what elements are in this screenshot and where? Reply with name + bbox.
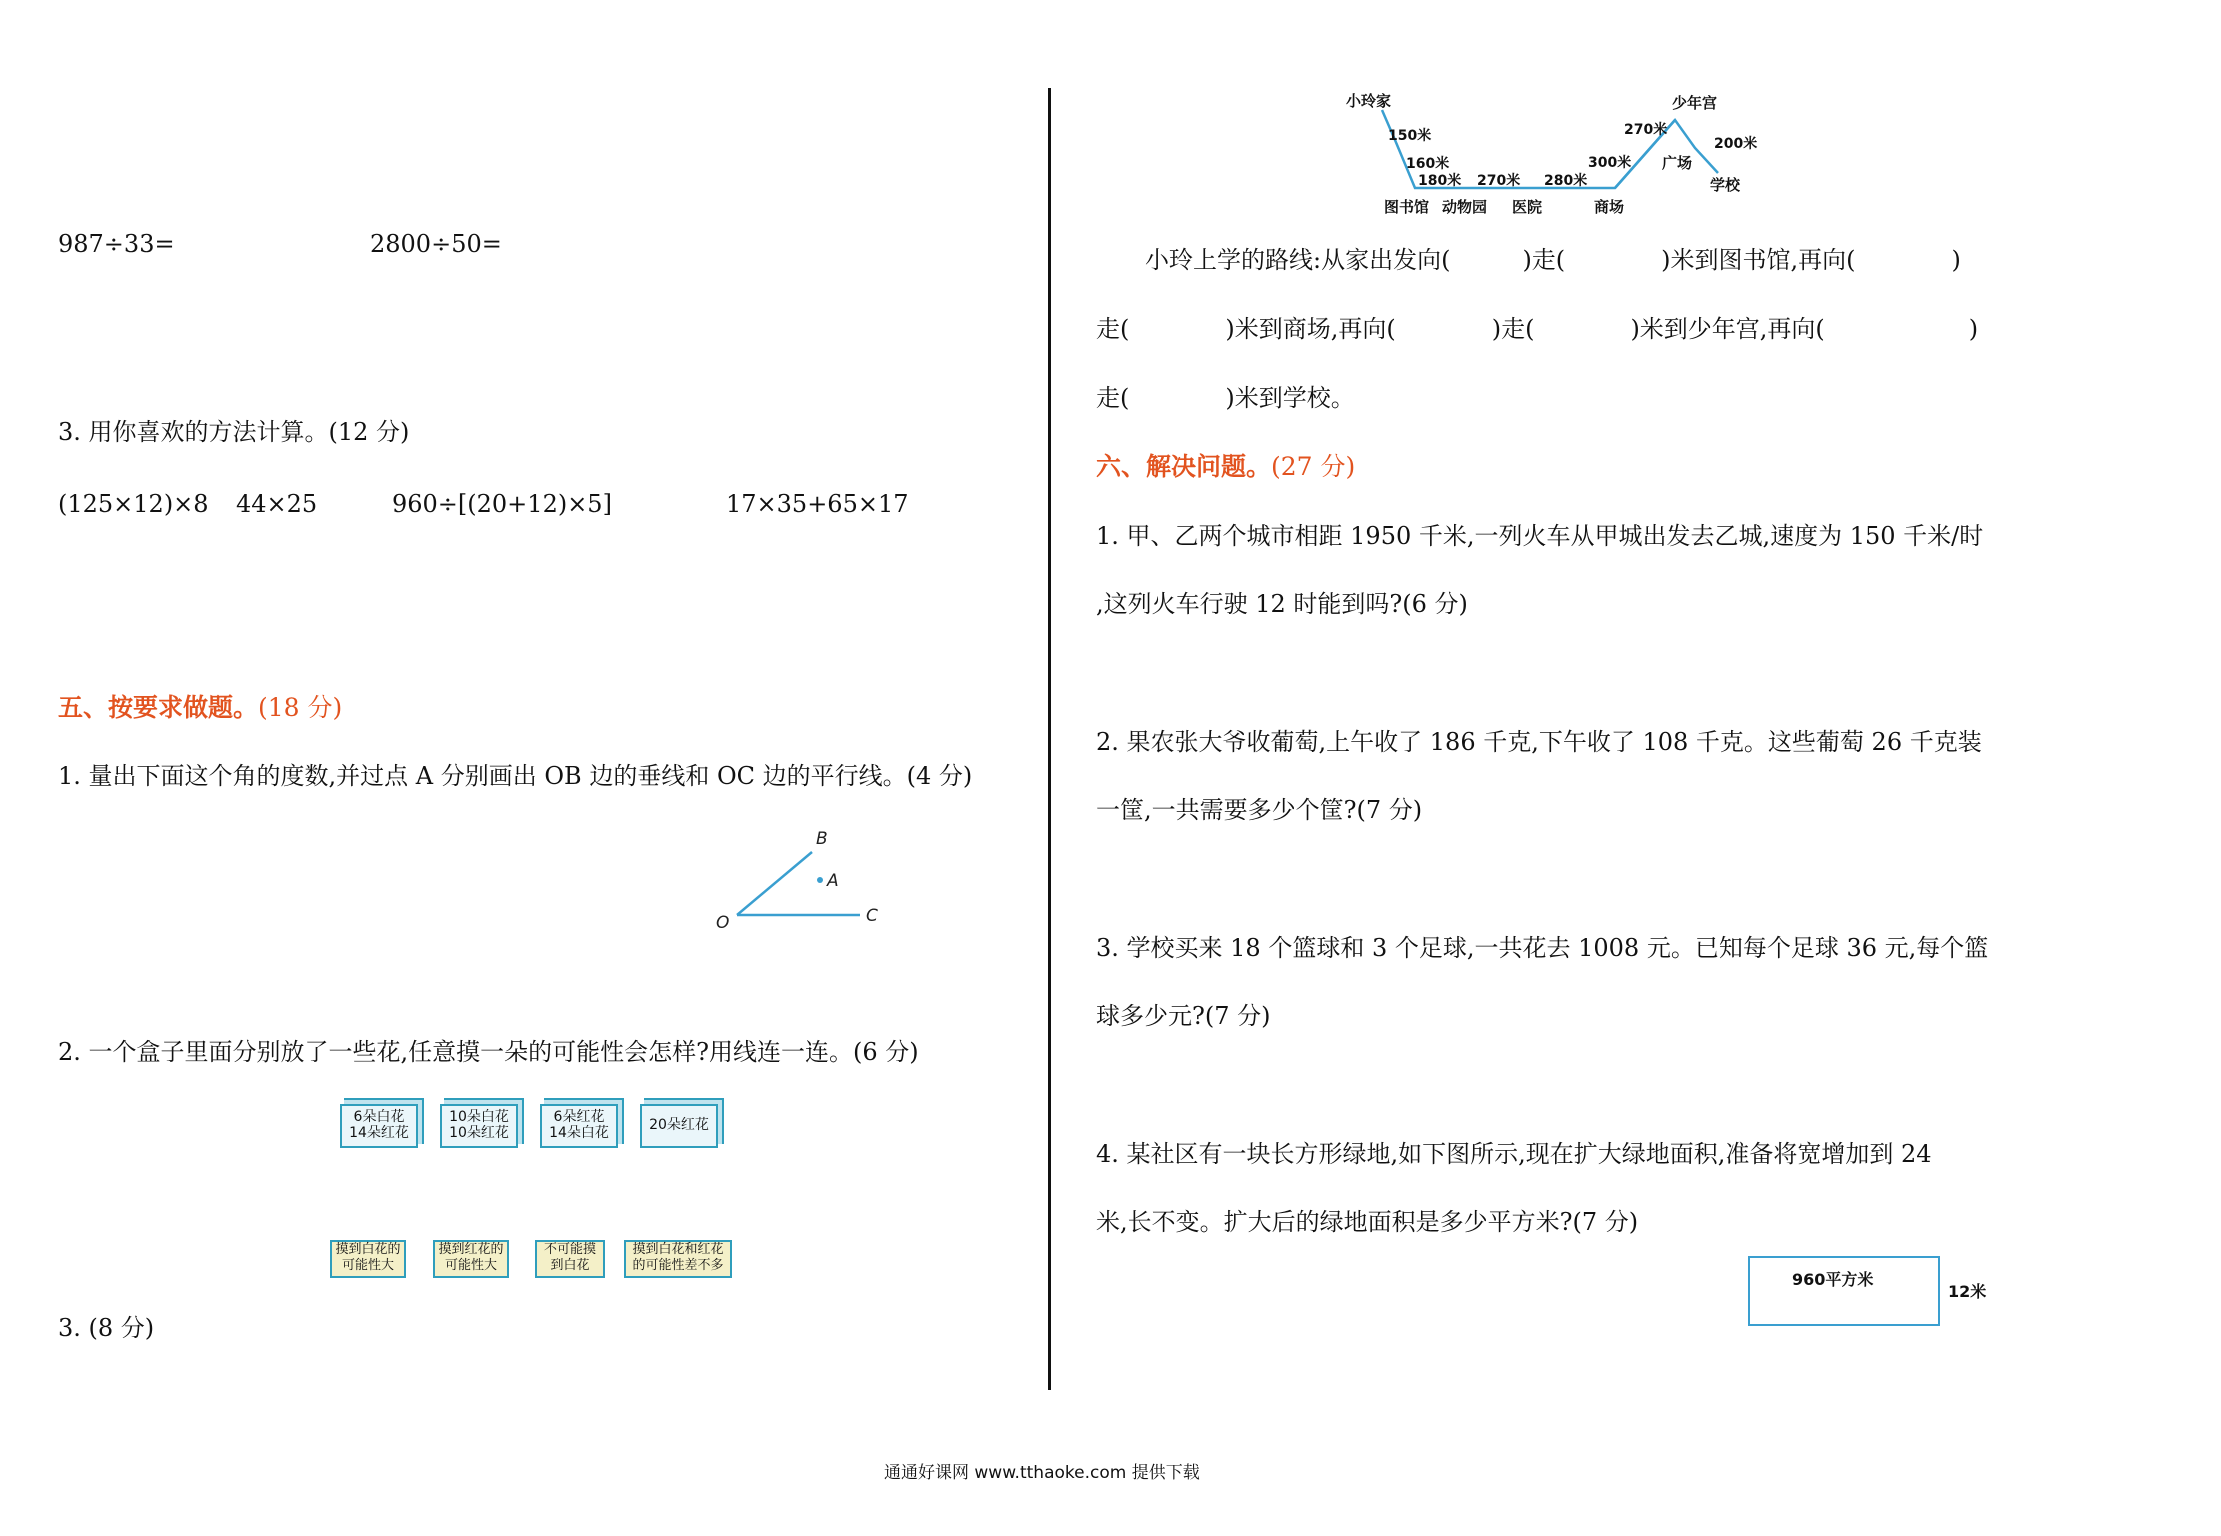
outcome-card-3-line2: 到白花 [550,1258,590,1273]
route-map [1340,88,1760,228]
label-d3: 180米 [1418,173,1462,189]
expression-1: (125×12)×8 [58,490,209,518]
label-o: O [716,913,730,930]
label-hospital: 医院 [1512,198,1543,216]
outcome-card-4-line2: 的可能性差不多 [632,1258,724,1273]
outcome-card-1-line1: 摸到白花的 [335,1242,401,1257]
flower-box-4[interactable] [640,1104,718,1148]
flower-box-2[interactable] [440,1104,518,1148]
point-a [817,877,823,883]
ray-ob [737,852,812,915]
s6-question-4-line-1: 4. 某社区有一块长方形绿地,如下图所示,现在扩大绿地面积,准备将宽增加到 24 [1096,1140,1932,1168]
label-a: A [827,871,839,891]
outcome-card-4-line1: 摸到白花和红花 [632,1242,724,1257]
section-5-title: 五、按要求做题。 [58,693,259,722]
expression-3: 960÷[(20+12)×5] [392,490,612,518]
section-5-points: (18 分) [258,693,343,722]
flower-box-1-line2: 14朵红花 [349,1125,409,1141]
s5-question-2: 2. 一个盒子里面分别放了一些花,任意摸一朵的可能性会怎样?用线连一连。(6 分) [58,1038,919,1066]
column-divider [1048,88,1051,1390]
label-palace: 少年宫 [1672,94,1718,112]
label-d8: 200米 [1714,136,1758,152]
outcome-card-1[interactable] [330,1240,406,1278]
question-3-title: 3. 用你喜欢的方法计算。(12 分) [58,418,410,446]
s6-question-1-line-1: 1. 甲、乙两个城市相距 1950 千米,一列火车从甲城出发去乙城,速度为 150 千米/时 [1096,522,1984,550]
outcome-card-2[interactable] [433,1240,509,1278]
s6-question-2-line-1: 2. 果农张大爷收葡萄,上午收了 186 千克,下午收了 108 千克。这些葡萄 26 千克装 [1096,728,1982,756]
label-mall: 商场 [1594,198,1625,216]
flower-box-1-line1: 6朵白花 [353,1109,405,1125]
green-space-rectangle [1748,1256,1940,1326]
label-d5: 280米 [1544,173,1588,189]
flower-box-4-line1: 20朵红花 [649,1117,709,1133]
s6-question-3-line-1: 3. 学校买来 18 个篮球和 3 个足球,一共花去 1008 元。已知每个足球 36 元,每个篮 [1096,934,1989,962]
section-6-title: 六、解决问题。 [1096,452,1272,481]
expression-4: 17×35+65×17 [726,490,909,518]
footer-text: 通通好课网 www.tthaoke.com 提供下载 [884,1463,1200,1483]
section-6-points: (27 分) [1271,452,1356,481]
route-line-3: 走( )米到学校。 [1096,384,1355,412]
label-zoo: 动物园 [1442,198,1488,216]
expression-2: 44×25 [236,490,318,518]
s6-question-4-line-2: 米,长不变。扩大后的绿地面积是多少平方米?(7 分) [1096,1208,1639,1236]
label-home: 小玲家 [1346,92,1392,110]
outcome-card-3[interactable] [535,1240,605,1278]
s6-question-1-line-2: ,这列火车行驶 12 时能到吗?(6 分) [1096,590,1468,618]
calc-2800-div-50: 2800÷50= [370,230,502,258]
flower-box-3-line2: 14朵白花 [549,1125,609,1141]
rectangle-width-label: 12米 [1948,1282,1987,1301]
label-d6: 300米 [1588,155,1632,171]
label-d2: 160米 [1406,156,1450,172]
section-6-heading [1096,454,1355,479]
flower-box-2-line1: 10朵白花 [449,1109,509,1125]
s5-question-3: 3. (8 分) [58,1314,155,1342]
s5-question-1: 1. 量出下面这个角的度数,并过点 A 分别画出 OB 边的垂线和 OC 边的平行线。(4 分) [58,762,973,790]
label-d4: 270米 [1477,173,1521,189]
label-d7: 270米 [1624,122,1668,138]
route-line-1: 小玲上学的路线:从家出发向( )走( )米到图书馆,再向( ) [1145,246,1961,274]
outcome-card-1-line2: 可能性大 [341,1258,394,1273]
label-c: C [866,906,878,926]
outcome-card-3-line1: 不可能摸 [543,1242,596,1257]
flower-box-1[interactable] [340,1104,418,1148]
flower-box-2-line2: 10朵红花 [449,1125,509,1141]
outcome-card-2-line2: 可能性大 [444,1258,497,1273]
label-d1: 150米 [1388,128,1432,144]
flower-box-3-line1: 6朵红花 [553,1109,605,1125]
calc-987-div-33: 987÷33= [58,230,175,258]
s6-question-3-line-2: 球多少元?(7 分) [1096,1002,1271,1030]
label-square: 广场 [1662,154,1693,172]
outcome-card-4[interactable] [624,1240,732,1278]
flower-box-3[interactable] [540,1104,618,1148]
label-b: B [816,829,828,849]
outcome-card-2-line1: 摸到红花的 [438,1242,504,1257]
rectangle-area-label: 960平方米 [1792,1270,1874,1289]
route-line-2: 走( )米到商场,再向( )走( )米到少年宫,再向( ) [1096,315,1979,343]
section-5-heading [58,695,342,720]
angle-figure [700,820,900,930]
s6-question-2-line-2: 一筐,一共需要多少个筐?(7 分) [1096,796,1423,824]
label-library: 图书馆 [1384,198,1430,216]
label-school: 学校 [1710,176,1741,194]
